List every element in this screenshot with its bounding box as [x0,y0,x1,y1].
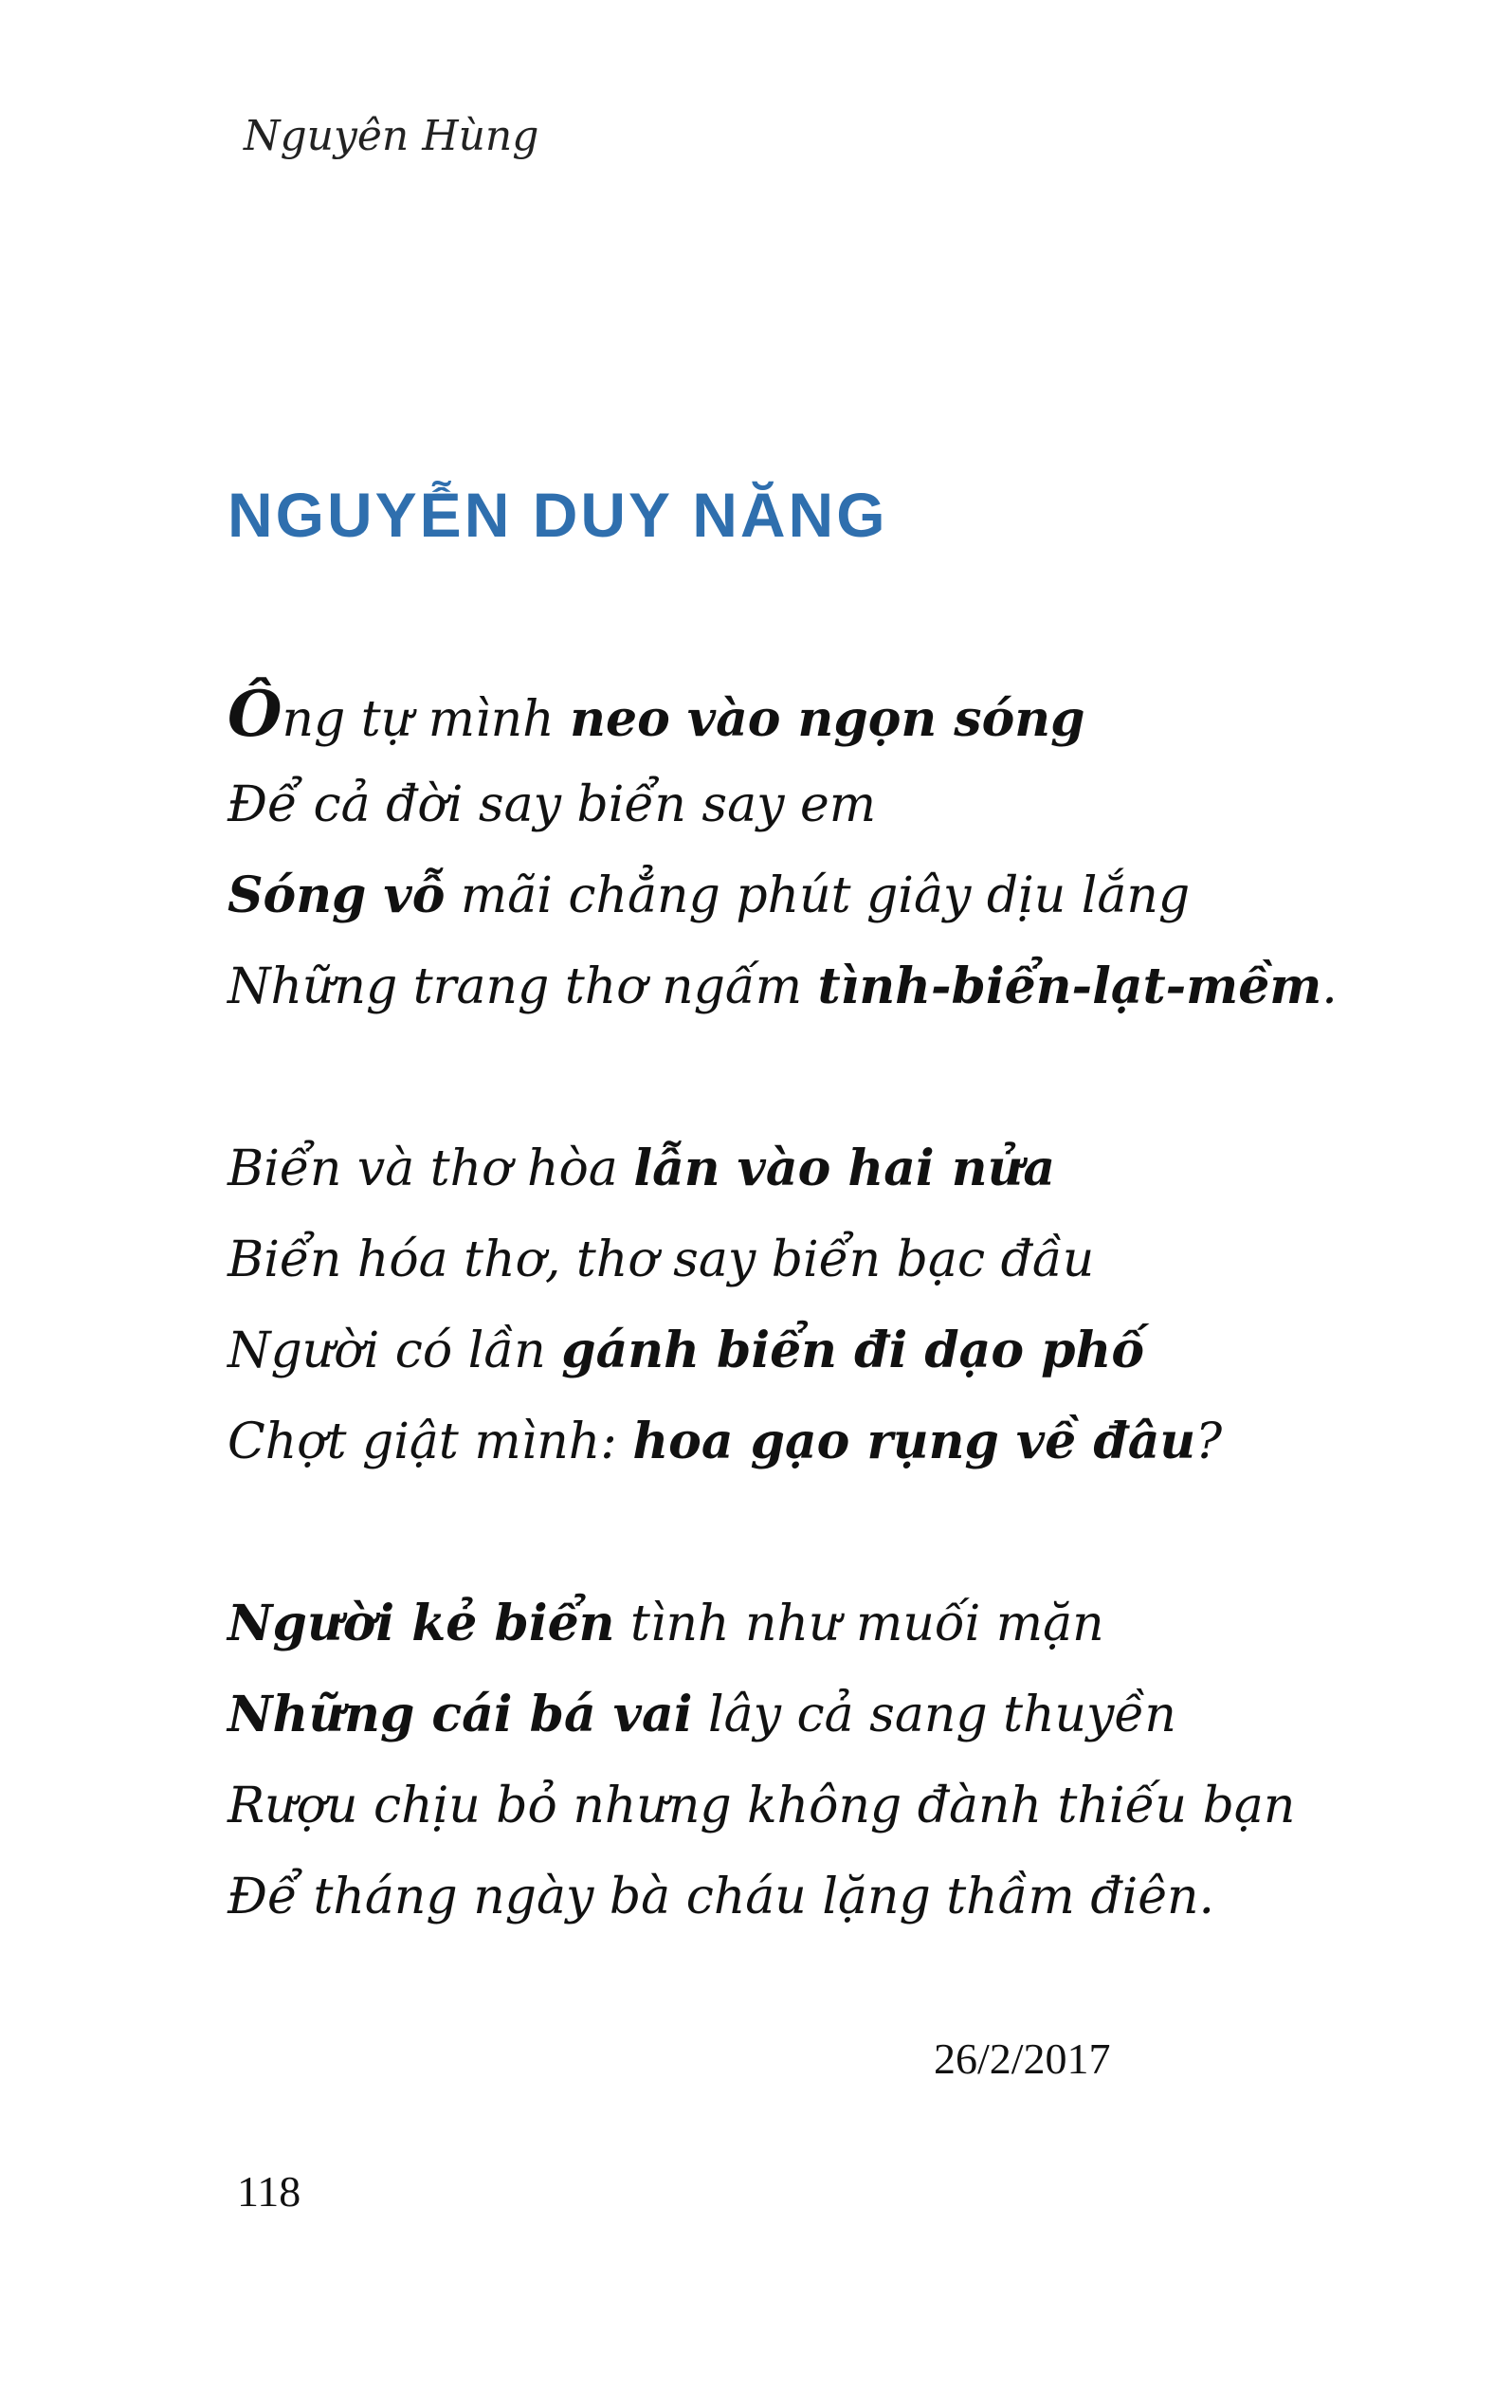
poem-line-emphasis: lẫn vào hai nửa [633,1140,1056,1197]
poem-line [228,1305,1365,1396]
poem-line-text: tình như muối mặn [614,1596,1104,1652]
poem-line-emphasis: Người kẻ biển [228,1595,615,1652]
poem-line [228,1396,1365,1487]
poem-line [228,941,1365,1032]
poem-line-text: ? [1195,1414,1223,1470]
poem-line-emphasis: hoa gạo rụng về đâu [632,1413,1196,1470]
poem-line-text: Chợt giật mình: [228,1414,633,1470]
poem-line [228,759,1365,850]
poem-line-emphasis: gánh biển đi dạo phố [561,1322,1145,1379]
poem-line-text: Để cả đời say biển say em [228,776,877,833]
poem-stanza-2 [228,1123,1365,1487]
poem-line-text: Những trang thơ ngấm [228,958,818,1015]
poem-line [228,1214,1365,1305]
poem-line-text: Rượu chịu bỏ nhưng không đành thiếu bạn [228,1778,1296,1834]
poem-line-emphasis: Sóng vỗ [228,867,446,924]
poem-line [228,1123,1365,1214]
poem-line-text: Người có lần [228,1323,562,1379]
running-header-author: Nguyên Hùng [244,112,539,160]
poem-line [228,668,1365,759]
poem-line-text: Biển hóa thơ, thơ say biển bạc đầu [228,1231,1095,1288]
poem-line-text: mãi chẳng phút giây dịu lắng [445,867,1191,924]
poem-line-text: Để tháng ngày bà cháu lặng thầm điên. [228,1869,1215,1925]
poem-stanza-3 [228,1578,1365,1943]
poem-line-emphasis: Ô [228,677,282,751]
poem-line-text: Biển và thơ hòa [228,1140,634,1197]
poem-line-emphasis: neo vào ngọn sóng [570,690,1085,748]
poem-line-text: lây cả sang thuyền [692,1687,1176,1743]
poem-line [228,1578,1365,1669]
poem-line [228,850,1365,941]
poem-date: 26/2/2017 [934,2034,1111,2083]
poem-line-emphasis: tình-biển-lạt-mềm [817,958,1322,1015]
poem-title: NGUYỄN DUY NĂNG [228,480,888,550]
poem-line-text: ng tự mình [282,691,571,748]
page-number: 118 [237,2167,301,2216]
poem-line-text: . [1321,958,1338,1015]
poem-line [228,1760,1365,1852]
poem-line [228,1852,1365,1943]
poem-stanza-1 [228,668,1365,1032]
poem-line-emphasis: Những cái bá vai [228,1686,693,1743]
poem-line [228,1669,1365,1760]
